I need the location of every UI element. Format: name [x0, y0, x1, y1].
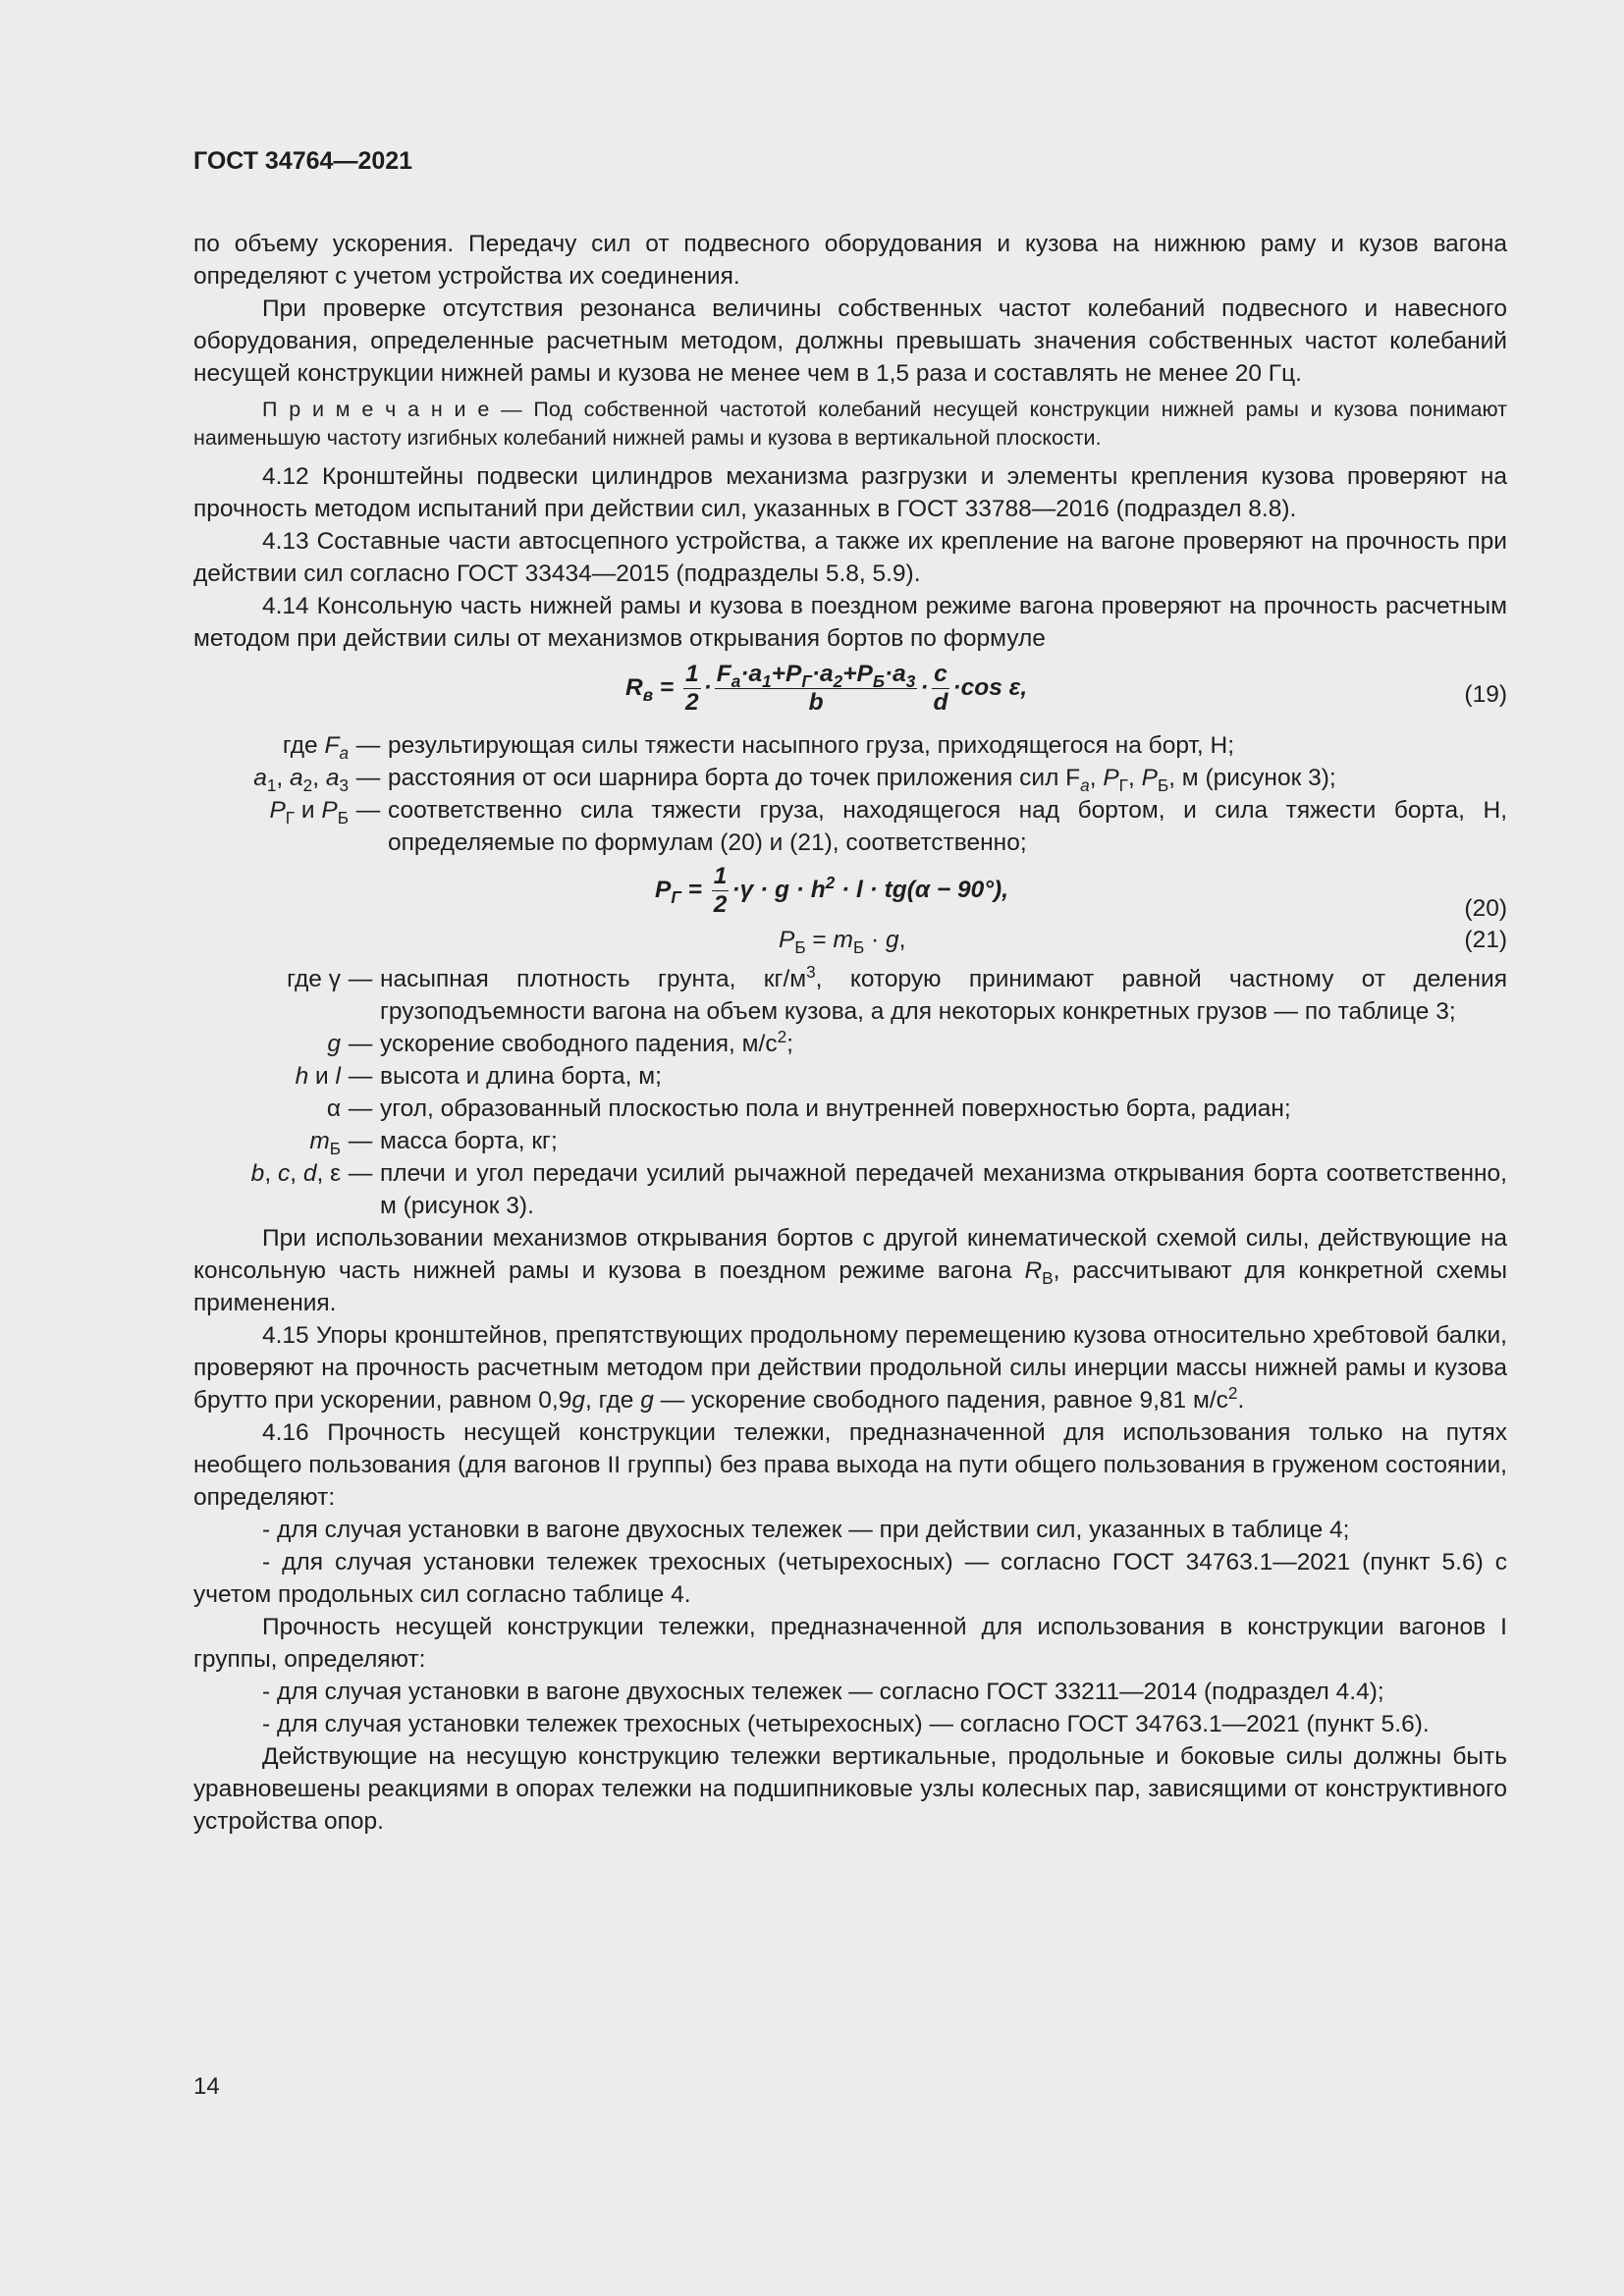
formula-19-expression: $R_в$ = $\frac{1}{2}$ · $\frac{F_a\cdot a_1+P_Г\cdot a_2+P_Б\cdot a_3}{b}$ · $\frac{c}{d}$ ·cos ε, [625, 661, 1028, 716]
paragraph: При использовании механизмов открывания бортов с другой кинематической схемой силы, действующие на консольную часть нижней рамы и кузова в поездном режиме вагона $R_В$, рассчитывают для конкретной схемы применения. [193, 1225, 1508, 1316]
note [193, 396, 1507, 453]
document-header: ГОСТ 34764—2021 [193, 147, 413, 175]
formula-21 [193, 924, 1507, 959]
list-item: - для случая установки тележек трехосных (четырехосных) — согласно ГОСТ 34763.1—2021 (пункт 5.6). [262, 1711, 1430, 1737]
definition-row: $P_Г$ и $P_Б$ — соответственно сила тяжести груза, находящегося над бортом, и сила тяжести борта, Н, определяемые по формулам (20) и (21), соответственно; [269, 797, 1507, 856]
definition-row: α — угол, образованный плоскостью пола и внутренней поверхностью борта, радиан; [326, 1095, 1291, 1122]
paragraph: Прочность несущей конструкции тележки, предназначенной для использования в конструкции вагонов I группы, определяют: [193, 1614, 1507, 1673]
formula-20-expression: $P_Г$ = $\frac{1}{2}$ $\cdot\gamma \cdot g \cdot h^2 \cdot l \cdot tg(\alpha - 90^\circ)$, [655, 863, 1009, 918]
page-number: 14 [193, 2073, 220, 2100]
paragraph-4-14: 4.14 Консольную часть нижней рамы и кузова в поездном режиме вагона проверяют на прочность расчетным методом при действии силы от механизмов открывания бортов по формуле [193, 593, 1507, 652]
formula-21-expression: $P_Б = m_Б \cdot g$, [779, 927, 906, 957]
list-item: - для случая установки в вагоне двухосных тележек — при действии сил, указанных в таблице 4; [262, 1517, 1350, 1543]
paragraph: При проверке отсутствия резонанса величины собственных частот колебаний подвесного и навесного оборудования, определенные расчетным методом, должны превышать значения собственных частот колебаний несущей конструкции нижней рамы и кузова не менее чем в 1,5 раза и составлять не менее 20 Гц. [193, 295, 1507, 387]
formula-19 [193, 655, 1507, 729]
paragraph: Действующие на несущую конструкцию тележки вертикальные, продольные и боковые силы должны быть уравновешены реакциями в опорах тележки на подшипниковые узлы колесных пар, зависящими от конструктивного устройства опор. [193, 1743, 1507, 1835]
formula-number: (21) [1464, 927, 1507, 953]
formula-number: (20) [1464, 895, 1507, 922]
paragraph-4-13: 4.13 Составные части автосцепного устройства, а также их крепление на вагоне проверяют на прочность при действии сил согласно ГОСТ 33434—2015 (подразделы 5.8, 5.9). [193, 528, 1507, 587]
paragraph: по объему ускорения. Передачу сил от подвесного оборудования и кузова на нижнюю раму и кузов вагона определяют с учетом устройства их соединения. [193, 231, 1507, 290]
definition-row: где γ — насыпная плотность грунта, $кг/м^3$, которую принимают равной частному от деления грузоподъемности вагона на объем кузова, а для некоторых конкретных грузов — по таблице 3; [287, 961, 1507, 1025]
definitions-20 [193, 963, 1507, 1222]
definitions-19 [193, 729, 1507, 859]
formula-number: (19) [1464, 681, 1507, 708]
page-body [193, 228, 1507, 1838]
paragraph-4-16: 4.16 Прочность несущей конструкции тележки, предназначенной для использования только на путях необщего пользования (для вагонов II группы) без права выхода на пути общего пользования в груженом состоянии, определяют: [193, 1419, 1507, 1511]
definition-row: b, c, d, ε — плечи и угол передачи усилий рычажной передачей механизма открывания борта соответственно, м (рисунок 3). [250, 1160, 1507, 1219]
paragraph-4-12: 4.12 Кронштейны подвески цилиндров механизма разгрузки и элементы крепления кузова проверяют на прочность методом испытаний при действии сил, указанных в ГОСТ 33788—2016 (подраздел 8.8). [193, 463, 1507, 522]
formula-20 [193, 859, 1507, 924]
paragraph-4-15: 4.15 Упоры кронштейнов, препятствующих продольному перемещению кузова относительно хребтовой балки, проверяют на прочность расчетным методом при действии продольной силы инерции массы нижней рамы и кузова брутто при ускорении, равном 0,9g, где g — ускорение свободного падения, равное 9,81 $м/с^2$. [193, 1322, 1507, 1414]
list-item: - для случая установки тележек трехосных (четырехосных) — согласно ГОСТ 34763.1—2021 (пункт 5.6) с учетом продольных сил согласно таблице 4. [193, 1549, 1507, 1608]
note-text: — Под собственной частотой колебаний несущей конструкции нижней рамы и кузова понимают наименьшую частоту изгибных колебаний нижней рамы и кузова в вертикальной плоскости. [193, 398, 1507, 450]
definition-row: $m_Б$ — масса борта, кг; [309, 1128, 558, 1158]
definition-row: где $F_a$ — результирующая силы тяжести насыпного груза, приходящегося на борт, Н; [282, 732, 1235, 763]
definition-row: g — ускорение свободного падения, $м/с^2$; [327, 1026, 793, 1057]
definition-row: $a_1$, $a_2$, $a_3$ — расстояния от оси шарнира борта до точек приложения сил $F_a$, $P_Г$, $P_Б$, м (рисунок 3); [253, 765, 1336, 795]
note-label: П р и м е ч а н и е [262, 398, 490, 421]
list-item: - для случая установки в вагоне двухосных тележек — согласно ГОСТ 33211—2014 (подраздел 4.4); [262, 1679, 1384, 1705]
definition-row: h и l — высота и длина борта, м; [295, 1063, 662, 1090]
